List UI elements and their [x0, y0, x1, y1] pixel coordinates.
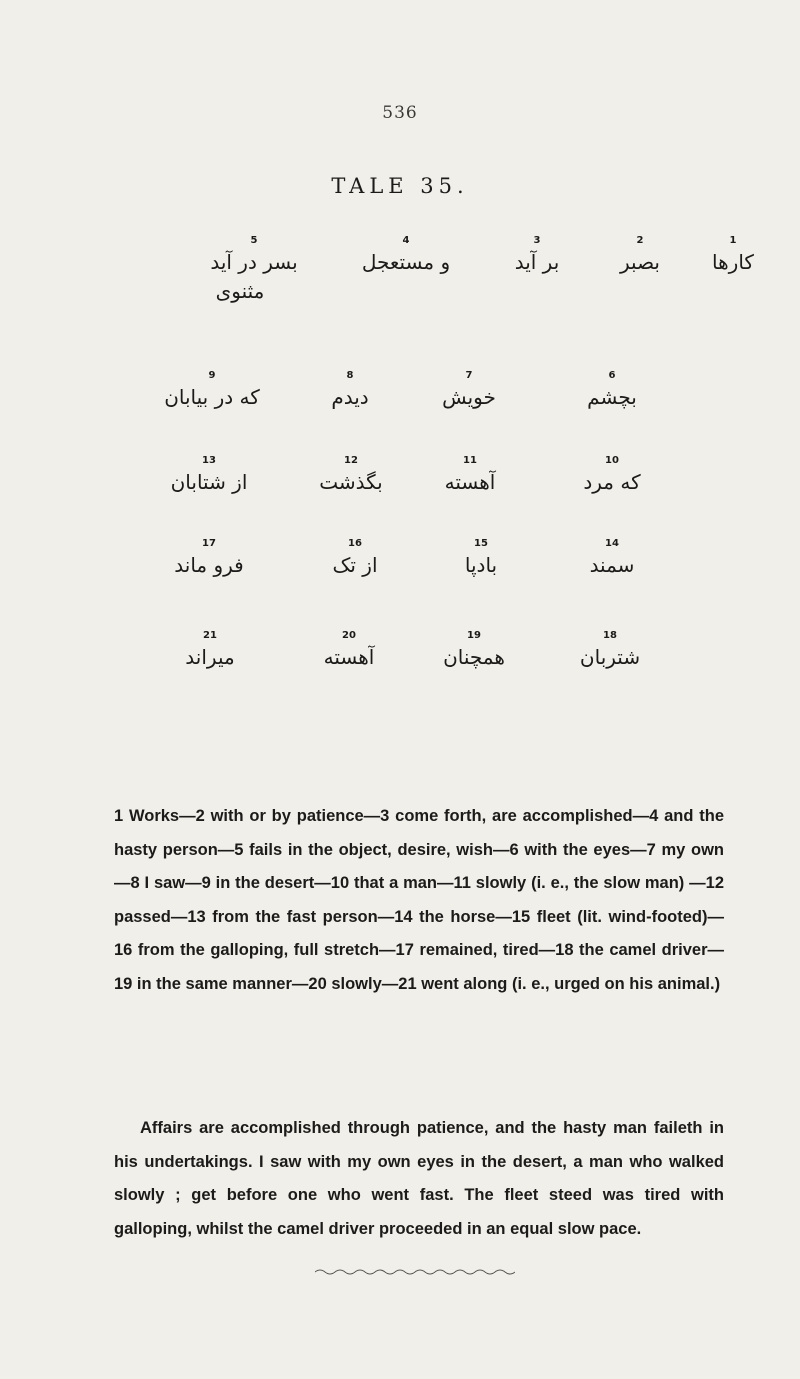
- persian-word-1: 1 کارها: [712, 235, 754, 274]
- persian-word-17: 17 فرو ماند: [174, 538, 244, 577]
- persian-word-6: 6 بچشم: [587, 370, 637, 409]
- translation-paragraph: Affairs are accomplished through patience, and the hasty man faileth in his undertakings. I saw with my own eyes in the desert, a man who walked slowly ; get before one who went fast. The fleet steed was tired with galloping, whilst the camel driver proceeded in an equal slow pace.: [114, 1119, 724, 1238]
- persian-word-2: 2 بصبر: [620, 235, 660, 274]
- masnavi-word: مثنوی: [215, 279, 265, 303]
- page-number: 536: [382, 103, 418, 123]
- persian-word-9: 9 که در بیابان: [164, 370, 260, 409]
- wavy-rule-ornament: [315, 1268, 515, 1276]
- persian-word-3: 3 بر آید: [514, 235, 560, 274]
- persian-word-12: 12 بگذشت: [319, 455, 383, 494]
- persian-word-18: 18 شتربان: [579, 630, 641, 669]
- persian-word-15: 15 بادپا: [464, 538, 498, 577]
- persian-word-19: 19 همچنان: [443, 630, 505, 669]
- persian-word-21: 21 میراند: [185, 630, 235, 669]
- persian-word-14: 14 سمند: [589, 538, 635, 577]
- persian-word-11: 11 آهسته: [444, 455, 496, 494]
- tale-title: TALE 35.: [331, 174, 469, 198]
- persian-word-13: 13 از شتابان: [170, 455, 248, 494]
- persian-word-16: 16 از تک: [332, 538, 378, 577]
- persian-word-10: 10 که مرد: [583, 455, 641, 494]
- word-gloss-paragraph: 1 Works—2 with or by patience—3 come forth, are accomplished—4 and the hasty person—5 fails in the object, desire, wish—6 with the eyes—7 my own—8 I saw—9 in the desert—10 that a man—11 slowly (i. e., the slow man) —12 passed—13 from the fast person—14 the horse—15 fleet (lit. wind-footed)—16 from the galloping, full stretch—17 remained, tired—18 the camel driver—19 in the same manner—20 slowly—21 went along (i. e., urged on his animal.): [114, 807, 724, 993]
- persian-word-5: 5 بسر در آید: [210, 235, 298, 274]
- persian-word-20: 20 آهسته: [323, 630, 375, 669]
- persian-word-7: 7 خویش: [442, 370, 496, 409]
- persian-word-4: 4 و مستعجل: [361, 235, 451, 274]
- persian-word-8: 8 دیدم: [331, 370, 369, 409]
